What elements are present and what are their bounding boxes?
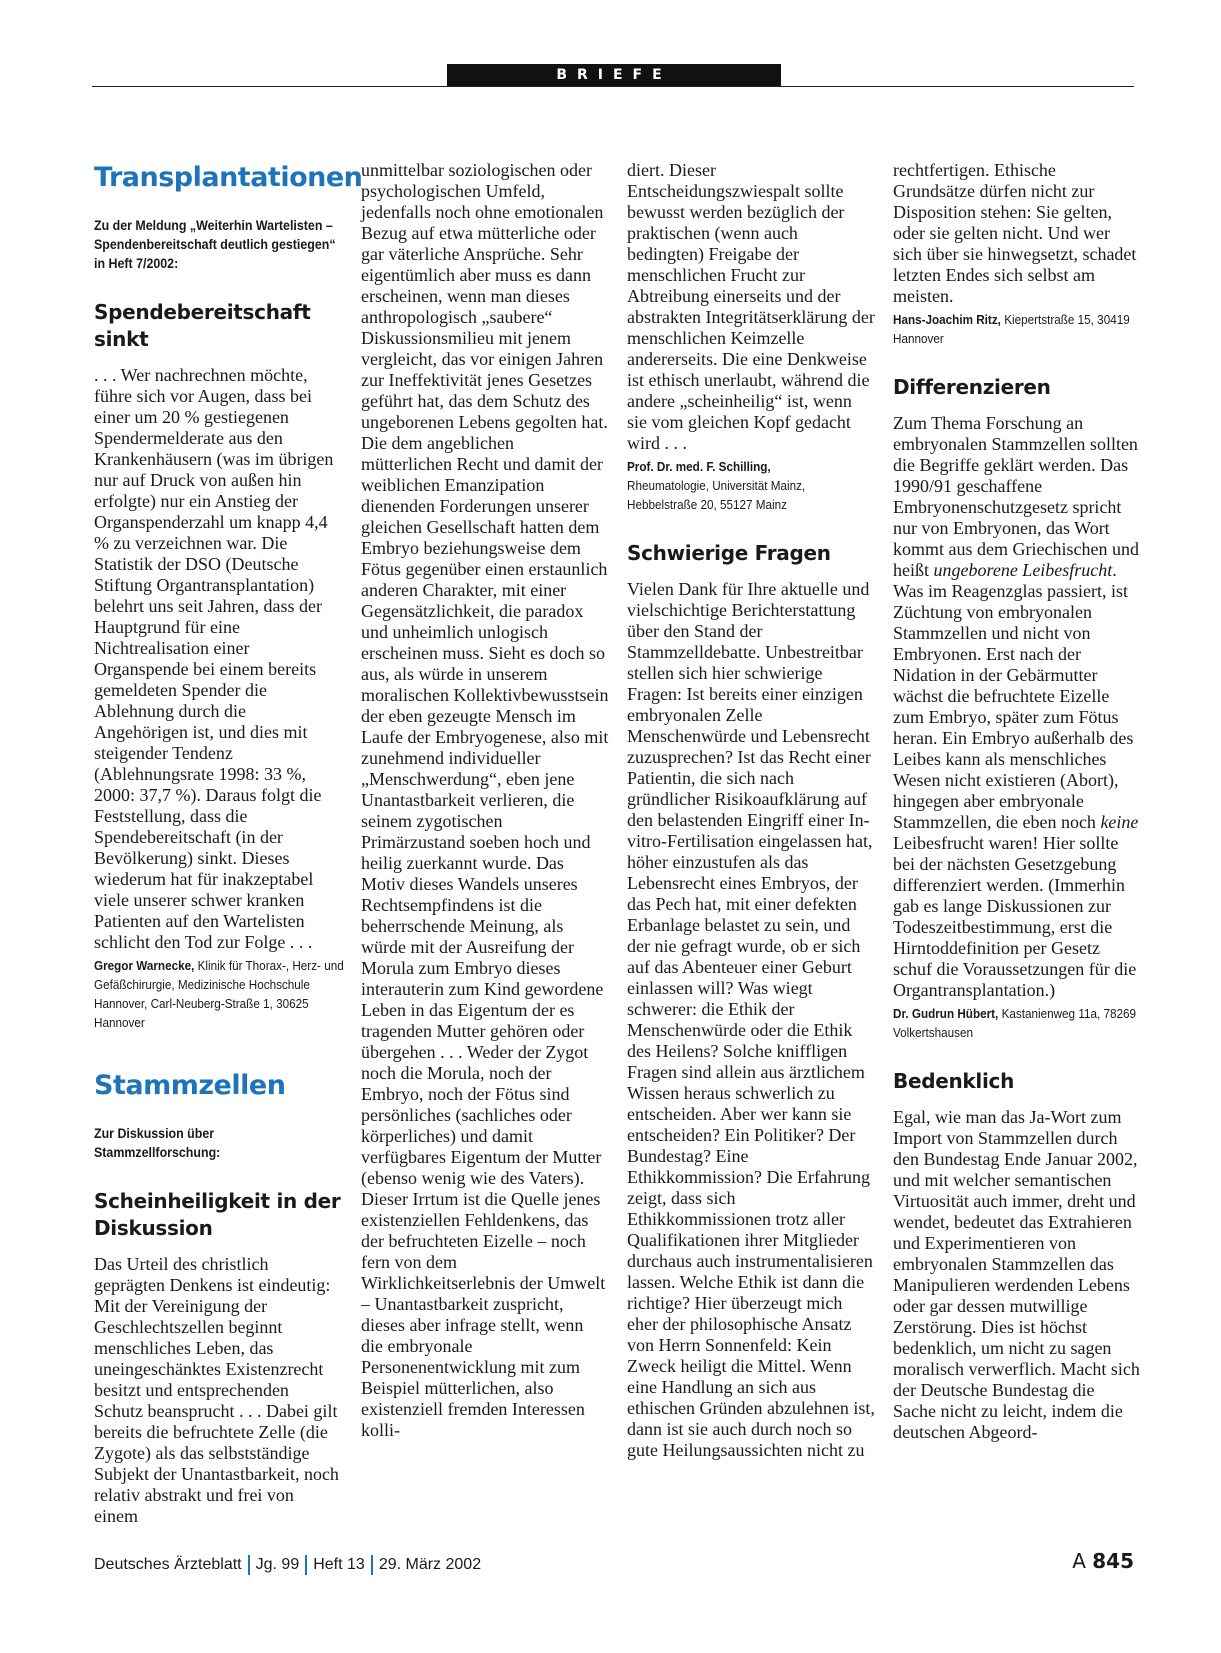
letter-body: Vielen Dank für Ihre aktuelle und vielschichtige Berichterstattung über den Stand der Stammzelldebatte. Unbestreitbar stellen sich hier schwierige Fragen: Ist bereits einer einzigen embryonalen Zelle Menschenwürde und Lebensrecht zuzusprechen? Ist das Recht einer Patientin, die sich nach gründlicher Risikoaufklärung auf den belastenden Eingriff einer In-vitro-Fertilisation eingelassen hat, höher einzustufen als das Lebensrecht eines Embryos, der das Pech hat, mit einer defekten Erbanlage belastet zu sein, und der nie gefragt wurde, ob er sich auf das Abenteuer einer Geburt einlassen will? Was wiegt schwerer: die Ethik der Menschenwürde oder die Ethik des Heilens? Solche kniffligen Fragen sind allein aus ärztlichem Wissen heraus schwerlich zu entscheiden. Aber wer kann sie entscheiden? Ein Politiker? Der Bundestag? Eine Ethikkommission? Die Erfahrung zeigt, dass sich Ethikkommissionen trotz aller Qualifikationen ihrer Mitglieder durchaus auch instrumentalisieren lassen. Welche Ethik ist dann die richtige? Hier überzeugt mich eher der philosophische Ansatz von Herrn Sonnenfeld: Kein Zweck heiligt die Mittel. Wenn eine Handlung an sich aus ethischen Gründen abzulehnen ist, dann ist sie auch durch noch so gute Heilungsaussichten nicht zu [627, 579, 875, 1460]
section-title-stammzellen: Stammzellen [94, 1070, 286, 1101]
footer-separator [305, 1555, 307, 1575]
author-address: Kiepertstraße 15, 30419 Hannover [893, 312, 1130, 346]
footer-separator [248, 1555, 250, 1575]
author-address: Klinik für Thorax-, Herz- und Gefäßchirurgie, Medizinische Hochschule Hannover, Carl-Neuberg-Straße 1, 30625 Hannover [94, 958, 344, 1030]
issue-date: 29. März 2002 [378, 1556, 482, 1574]
letter-headline: Schwierige Fragen [627, 541, 831, 565]
emphasis: keine [1100, 812, 1139, 832]
letter-headline: Scheinheiligkeit in der Diskussion [94, 1189, 341, 1240]
letter-headline: Spendebereitschaft sinkt [94, 300, 311, 351]
section-title-transplantationen: Transplantationen [94, 162, 363, 193]
column-1 [94, 160, 363, 1527]
header-rule [92, 86, 1134, 87]
section-label: BRIEFE [447, 64, 781, 86]
column-2 [361, 160, 609, 1441]
letter-headline: Differenzieren [893, 375, 1051, 399]
author-address: Rheumatologie, Universität Mainz, Hebbelstraße 20, 55127 Mainz [627, 478, 806, 512]
volume: Jg. 99 [255, 1556, 300, 1574]
letter-signature [893, 310, 1143, 348]
column-3 [627, 160, 875, 1461]
letter-body: Egal, wie man das Ja-Wort zum Import von Stammzellen durch den Bundestag Ende Januar 2002, und mit welcher semantischen Virtuosität auch immer, dreht und wendet, bedeutet das Extrahieren und Experimentieren von embryonalen Stammzellen das Manipulieren werdenden Lebens oder gar dessen mutwillige Zerstörung. Dies ist höchst bedenklich, um nicht zu sagen moralisch verwerflich. Macht sich der Deutsche Bundestag die Sache nicht zu leicht, indem die deutschen Abgeord- [893, 1107, 1140, 1442]
letter-body: rechtfertigen. Ethische Grundsätze dürfen nicht zur Disposition stehen: Sie gelten, oder sie gelten nicht. Und wer sich über sie hinwegsetzt, schadet letzten Endes sich selbst am meisten. [893, 160, 1137, 306]
text-run: Zum Thema Forschung an embryonalen Stammzellen sollten die Begriffe geklärt werden. Das 1990/91 geschaffene Embryonenschutzgesetz spricht nur von Embryonen, das Wort kommt aus dem Griechischen und heißt [893, 413, 1139, 580]
footer-separator [371, 1555, 373, 1575]
issue: Heft 13 [313, 1556, 365, 1574]
author-name: Hans-Joachim Ritz, [893, 312, 1001, 327]
intro-note: Zur Diskussion über Stammzellforschung: [94, 1126, 221, 1160]
page-footer [94, 1549, 1134, 1577]
text-run: Leibesfrucht waren! Hier sollte bei der nächsten Gesetzgebung differenziert werden. (Immerhin gab es lange Diskussionen zur Todeszeitbestimmung, erst die Hirntoddefinition per Gesetz schuf die Voraussetzungen für die Organtransplantation.) [893, 833, 1137, 1000]
author-name: Dr. Gudrun Hübert, [893, 1006, 999, 1021]
author-name: Prof. Dr. med. F. Schilling, [627, 459, 771, 474]
letter-signature [627, 457, 877, 514]
letter-signature [94, 956, 344, 1032]
letter-body: diert. Dieser Entscheidungszwiespalt sollte bewusst werden bezüglich der praktischen (wenn auch bedingten) Freigabe der menschlichen Frucht zur Abtreibung einerseits und der abstrakten Integritätserklärung der menschlichen Keimzelle andererseits. Die eine Denkweise ist ethisch unerlaubt, während die andere „scheinheilig“ ist, wenn sie vom gleichen Kopf gedacht wird . . . [627, 160, 875, 453]
text-run: . Was im Reagenzglas passiert, ist Züchtung von embryonalen Stammzellen und nicht von Embryonen. Erst nach der Nidation in der Gebärmutter wächst die befruchtete Eizelle zum Embryo, später zum Fötus heran. Ein Embryo außerhalb des Leibes kann als menschliches Wesen nicht existieren (Abort), hingegen aber embryonale Stammzellen, die eben noch [893, 560, 1134, 832]
letter-body: unmittelbar soziologischen oder psychologischen Umfeld, jedenfalls noch ohne emotionalen Bezug auf etwa mütterliche oder gar väterliche Ansprüche. Sehr eigentümlich aber muss es dann erscheinen, wenn man dieses anthropologisch „saubere“ Diskussionsmilieu mit jenem vergleicht, das vor einigen Jahren zur Ineffektivität jenes Gesetzes geführt hat, das dem Schutz des ungeborenen Lebens gegolten hat. Die dem angeblichen mütterlichen Recht und damit der weiblichen Emanzipation dienenden Forderungen unserer gleichen Gesellschaft hatten dem Embryo beziehungsweise dem Fötus gegenüber einen erstaunlich anderen Charakter, mit einer Gegensätzlichkeit, die paradox und unheimlich unlogisch erscheinen muss. Sieht es doch so aus, als würde in unserem moralischen Kollektivbewusstsein der eben gezeugte Mensch im Laufe der Embryogenese, also mit zunehmend individueller „Menschwerdung“, eben jene Unantastbarkeit verlieren, die seinem zygotischen Primärzustand soeben hoch und heilig zuerkannt wurde. Das Motiv dieses Wandels unseres Rechtsempfindens ist die beherrschende Meinung, als würde mit der Ausreifung der Morula zum Embryo dieses interauterin zum Kind gewordene Leben in das Eigentum der es tragenden Mutter gehören oder übergehen . . . Weder der Zygot noch die Morula, noch der Embryo, noch der Fötus sind persönliches (sachliches oder körperliches) und damit verfügbares Eigentum der Mutter (ebenso wenig wie des Vaters). Dieser Irrtum ist die Quelle jenes existenziellen Fehldenkens, das der befruchteten Eizelle – noch fern von dem Wirklichkeitserlebnis der Umwelt – Unantastbarkeit zuspricht, dieses aber infrage stellt, wenn die embryonale Personenentwicklung mit zum Beispiel mütterlichen, also existenziell fremden Interessen kolli- [361, 160, 609, 1440]
column-4 [893, 160, 1141, 1443]
page-prefix: A [1072, 1549, 1086, 1573]
page-number-value: 845 [1092, 1549, 1134, 1573]
page-number [1072, 1549, 1134, 1573]
author-name: Gregor Warnecke, [94, 958, 195, 973]
intro-note: Zu der Meldung „Weiterhin Wartelisten – Spendenbereitschaft deutlich gestiegen“ in Heft 7/2002: [94, 218, 336, 271]
journal-name: Deutsches Ärzteblatt [94, 1556, 242, 1574]
letter-body: . . . Wer nachrechnen möchte, führe sich vor Augen, dass bei einer um 20 % gestiegenen Spendermelderate aus den Krankenhäusern (was im übrigen nur auf Druck von außen hin erfolgte) nur ein Anstieg der Organspenderzahl um knapp 4,4 % zu verzeichnen war. Die Statistik der DSO (Deutsche Stiftung Organtransplantation) belehrt uns seit Jahren, dass der Hauptgrund für eine Nichtrealisation einer Organspende bei einem bereits gemeldeten Spender die Ablehnung durch die Angehörigen ist, und dies mit steigender Tendenz (Ablehnungsrate 1998: 33 %, 2000: 37,7 %). Daraus folgt die Feststellung, dass die Spendebereitschaft (in der Bevölkerung) sinkt. Dieses wiederum hat für inakzeptabel viele unserer schwer kranken Patienten auf den Wartelisten schlicht den Tod zur Folge . . . [94, 365, 334, 952]
letter-headline: Bedenklich [893, 1069, 1015, 1093]
author-address: Kastanienweg 11a, 78269 Volkertshausen [893, 1006, 1137, 1040]
letter-body [893, 413, 1141, 1001]
emphasis: ungeborene Leibesfrucht [933, 560, 1113, 580]
letter-body: Das Urteil des christlich geprägten Denkens ist eindeutig: Mit der Vereinigung der Geschlechtszellen beginnt menschliches Leben, das uneingeschänktes Existenzrecht besitzt und entsprechenden Schutz beansprucht . . . Dabei gilt bereits die befruchtete Zelle (die Zygote) als das selbstständige Subjekt der Unantastbarkeit, noch relativ abstrakt und frei von einem [94, 1254, 339, 1526]
letter-signature [893, 1004, 1143, 1042]
